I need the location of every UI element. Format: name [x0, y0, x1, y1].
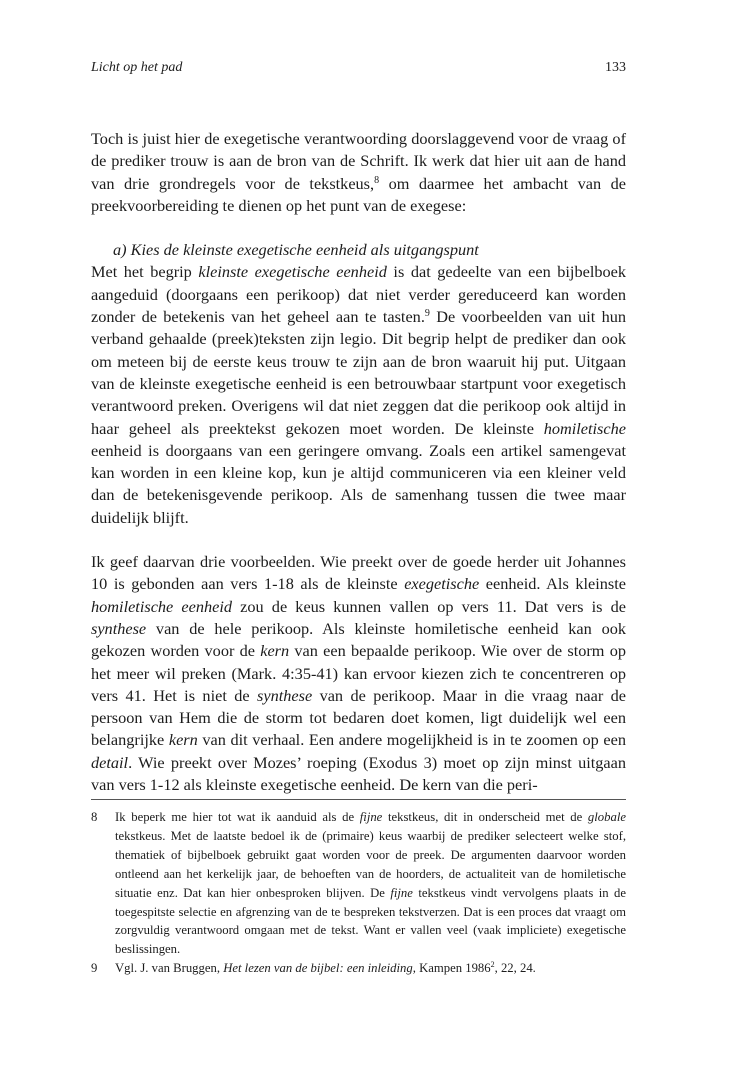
paragraph-intro: Toch is juist hier de exegetische verantwoording doorslaggevend voor de vraag of de prediker trouw is aan de bron van de Schrift. Ik werk dat hier uit aan de hand van drie grondregels voor de tekstkeus,$^8$ om daarmee het ambacht van de preekvoorbereiding te dienen op het punt van de exegese:	[91, 129, 626, 215]
main-text	[91, 128, 626, 796]
footnote-ref-9[interactable]: 9	[424, 308, 430, 320]
page-number: 133	[605, 60, 626, 75]
footnote-divider	[91, 799, 626, 800]
section-heading: a) Kies de kleinste exegetische eenheid als uitgangspunt	[113, 240, 479, 260]
running-title: Licht op het pad	[91, 60, 183, 75]
running-header	[91, 60, 626, 82]
footnotes	[91, 808, 626, 978]
footnote-number: 8	[91, 810, 98, 824]
paragraph-examples: Ik geef daarvan drie voorbeelden. Wie preekt over de goede herder uit Johannes 10 is gebonden aan vers 1-18 als de kleinste exegetische eenheid. Als kleinste homiletische eenheid zou de keus kunnen vallen op vers 11. Dat vers is de synthese van de hele perikoop. Als kleinste homiletische eenheid kan ook gekozen worden voor de kern van een bepaalde perikoop. Wie over de storm op het meer wil preken (Mark. 4:35-41) kan ervoor kiezen zich te concentreren op vers 41. Het is niet de synthese van de perikoop. Maar in die vraag naar de persoon van Hem die de storm tot bedaren doet komen, ligt duidelijk wel een belangrijke kern van dit verhaal. Een andere mogelijkheid is in te zoomen op een detail. Wie preekt over Mozes’ roeping (Exodus 3) moet op zijn minst uitgaan van vers 1-12 als kleinste exegetische eenheid. De kern van die peri-	[91, 552, 627, 795]
footnote-8: 8 Ik beperk me hier tot wat ik aanduid als de fijne tekstkeus, dit in onderscheid met de globale tekstkeus. Met de laatste bedoel ik de (primaire) keus waarbij de prediker selecteert welke stof, thematiek of bijbelboek gebruikt gaat worden voor de preek. De argumenten daarvoor worden ontleend aan het kerkelijk jaar, de behoeften van de hoorders, de actualiteit van de homiletische situatie enz. Dat kan hier onbesproken blijven. De fijne tekstkeus vindt vervolgens plaats in de toegespitste selectie en afgrenzing van de te bespreken tekstverzen. Dat is een proces dat vraagt om zorgvuldig verantwoord omgaan met de tekst. Want er vallen veel (vaak impliciete) exegetische beslissingen.	[91, 810, 626, 957]
footnote-ref-8[interactable]: 8	[374, 174, 380, 186]
footnote-9: 9 Vgl. J. van Bruggen, Het lezen van de bijbel: een inleiding, Kampen 1986$^2$, 22, 24.	[91, 959, 626, 978]
footnote-number: 9	[91, 961, 98, 976]
paragraph-definition: Met het begrip kleinste exegetische eenheid is dat gedeelte van een bijbelboek aangeduid (doorgaans een perikoop) dat niet verder gereduceerd kan worden zonder de betekenis van het geheel aan te tasten.$^9$ De voorbeelden van uit hun verband gehaalde (preek)teksten zijn legio. Dit begrip helpt de prediker dan ook om meteen bij de eerste keus trouw te zijn aan de bron waaruit hij put. Uitgaan van de kleinste exegetische eenheid is een betrouwbaar startpunt voor exegetisch verantwoord preken. Overigens wil dat niet zeggen dat die perikoop ook altijd in haar geheel als preektekst gekozen moet worden. De kleinste homiletische eenheid is doorgaans van een geringere omvang. Zoals een artikel samengevat kan worden in een kleine kop, kun je altijd communiceren via een kleiner veld dan de betekenisgevende perikoop. Als de samenhang tussen die twee maar duidelijk blijft.	[91, 262, 627, 527]
